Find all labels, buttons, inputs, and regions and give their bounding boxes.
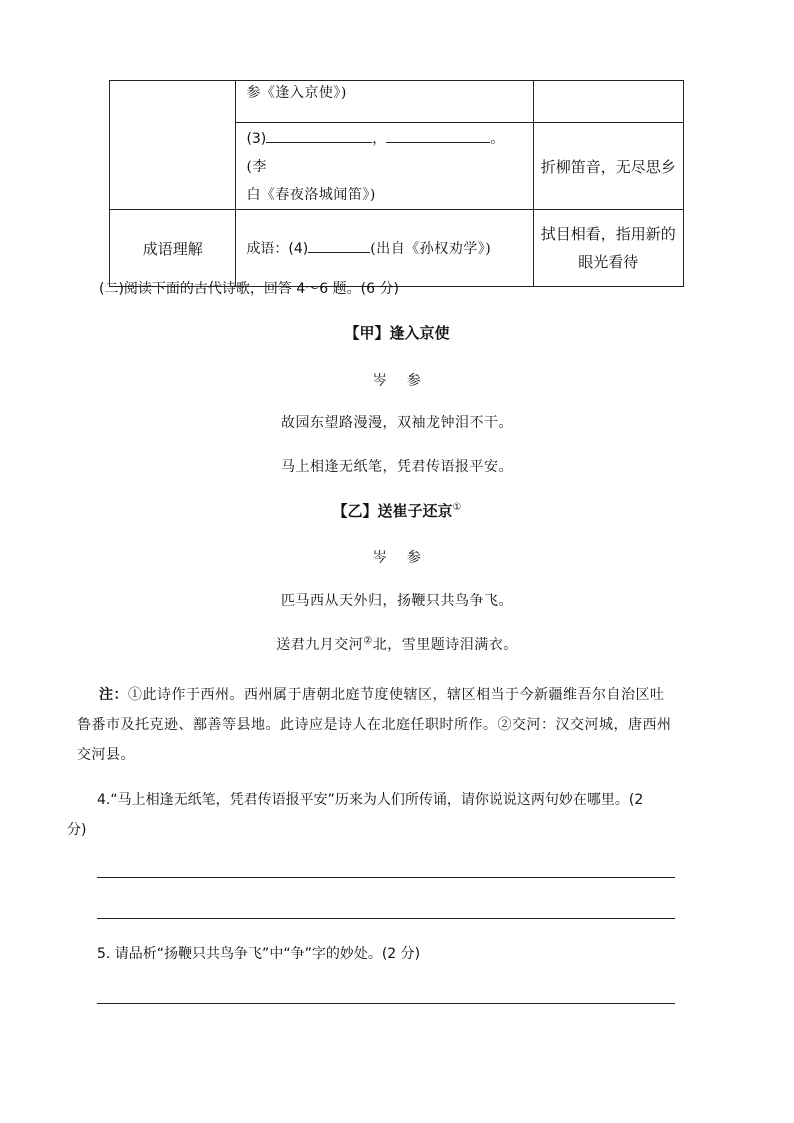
answer-text: 折柳笛音，无尽思乡 [540,157,676,176]
footnote-mark: ① [452,502,462,513]
poem-line-text: 北，雪里题诗泪满衣。 [372,637,518,653]
notes-line: 交河县。 [77,747,135,763]
fill-blank [386,128,490,143]
notes-line: ①此诗作于西州。西州属于唐朝北庭节度使辖区，辖区相当于今新疆维吾尔自治区吐 [128,687,665,703]
table-cell [236,81,533,123]
poem-line [0,634,794,654]
poem-author: 岑 参 [372,373,422,389]
poetry-table [109,80,684,287]
poem-title-text: 【乙】送崔子还京 [332,502,453,520]
table-cell [236,123,533,210]
question-text: 分) [67,822,87,838]
comma: ， [372,131,387,147]
notes-label: 注： [99,687,128,703]
section-intro: (二)阅读下面的古代诗歌，回答 4～6 题。(6 分) [99,281,399,297]
answer-line[interactable] [97,918,675,919]
blank-number: (3) [246,131,267,147]
poem-line: 故园东望路漫漫，双袖龙钟泪不干。 [281,415,513,431]
answer-text: 拭目相看，指用新的 [540,225,676,243]
notes [77,680,719,770]
row-label: 成语理解 [142,239,203,258]
fill-blank [308,238,370,253]
table-cell [533,123,683,210]
question-5: 5. 请品析“扬鞭只共鸟争飞”中“争”字的妙处。(2 分) [97,946,421,962]
poem-line-text: 送君九月交河 [276,637,364,653]
answer-text: 眼光看待 [578,253,639,271]
answer-line[interactable] [97,877,675,878]
idiom-label: 成语：(4) [246,241,309,257]
table-text: 参《逢入京使》) [246,85,347,101]
poem-author: 岑 参 [372,550,422,566]
question-4 [67,785,737,845]
poem-line: 马上相逢无纸笔，凭君传语报平安。 [281,459,513,475]
poem-title: 【甲】逢入京使 [344,324,450,342]
table-cell-empty [533,81,683,123]
question-text: 4.“马上相逢无纸笔，凭君传语报平安”历来为人们所传诵，请你说说这两句妙在哪里。(2 [97,792,644,808]
table-cell [533,210,683,287]
table-cell-empty [110,81,236,210]
source-text: 白《春夜洛城闻笛》) [246,187,376,203]
poem-title [0,500,794,521]
fill-blank [266,128,372,143]
poem-line: 匹马西从天外归，扬鞭只共鸟争飞。 [281,593,513,609]
answer-line[interactable] [97,1003,675,1004]
footnote-mark: ② [363,635,373,647]
notes-line: 鲁番市及托克逊、鄯善等县地。此诗应是诗人在北庭任职时所作。②交河：汉交河城，唐西州 [77,717,672,733]
source-text: 。(李 [246,131,505,175]
source-text: (出自《孙权劝学》) [370,241,492,257]
